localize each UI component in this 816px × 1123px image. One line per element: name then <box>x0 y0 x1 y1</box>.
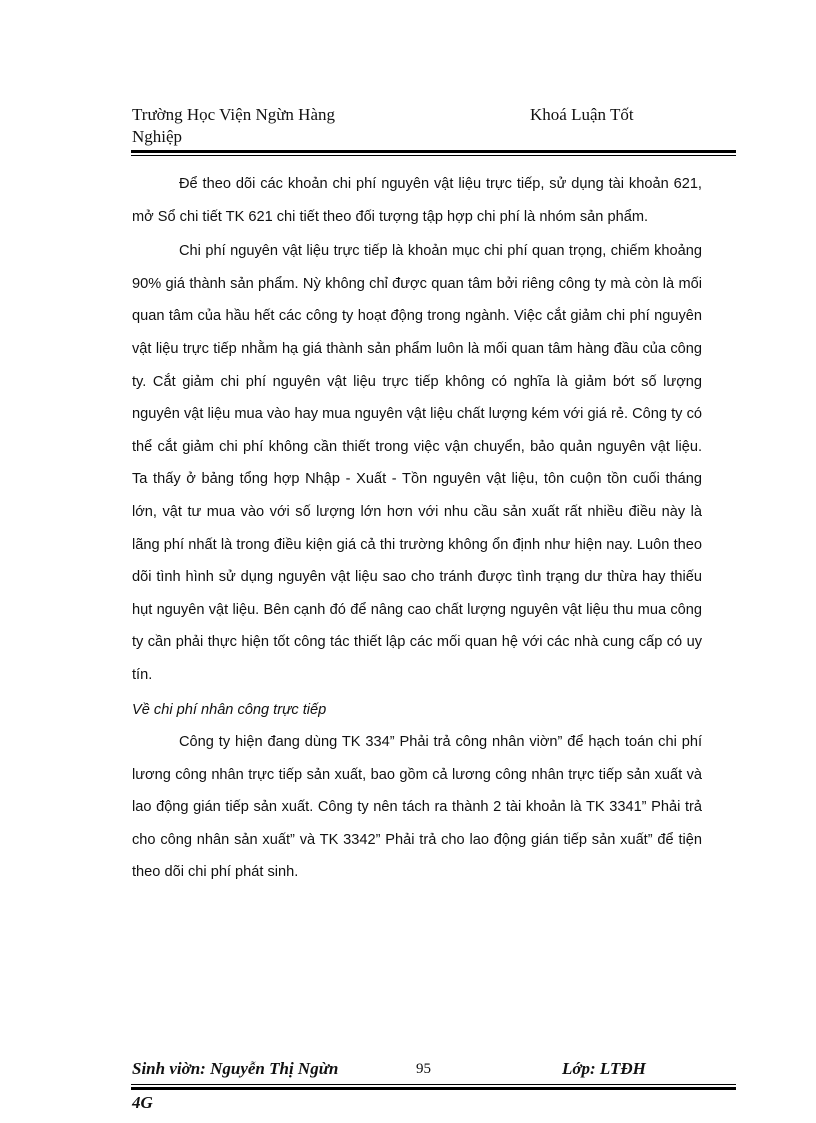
paragraph-2: Chi phí nguyên vật liệu trực tiếp là khoản mục chi phí quan trọng, chiếm khoảng 90% giá thành sản phẩm. Nỳ không chỉ được quan tâm bởi riêng công ty mà còn là mối quan tâm của hầu hết các công ty hoạt động trong ngành. Việc cắt giảm chi phí nguyên vật liệu trực tiếp nhằm hạ giá thành sản phẩm luôn là mối quan tâm hàng đầu của công ty. Cắt giảm chi phí nguyên vật liệu trực tiếp không có nghĩa là giảm bớt số lượng nguyên vật liệu mua vào hay mua nguyên vật liệu chất lượng kém với giá rẻ. Công ty có thể cắt giảm chi phí không cần thiết trong việc vận chuyển, bảo quản nguyên vật liệu. Ta thấy ở bảng tổng hợp Nhập - Xuất - Tồn nguyên vật liệu, tôn cuộn tồn cuối tháng lớn, vật tư mua vào với số lượng lớn hơn với nhu cầu sản xuất rất nhiều điều này là lãng phí nhất là trong điều kiện giá cả thi trường không ổn định như hiện nay. Luôn theo dõi tình hình sử dụng nguyên vật liệu sao cho tránh được tình trạng dư thừa hay thiếu hụt nguyên vật liệu. Bên cạnh đó để nâng cao chất lượng nguyên vật liệu thu mua công ty cần phải thực hiện tốt công tác thiết lập các mối quan hệ với các nhà cung cấp có uy tín. <box>132 243 702 683</box>
main-text <box>132 168 702 891</box>
header-school-line2: Nghiệp <box>132 127 183 146</box>
header-thesis-title: Khoá Luận Tốt <box>530 105 634 124</box>
paragraph-3: Công ty hiện đang dùng TK 334” Phải trả công nhân viờn” để hạch toán chi phí lương công nhân trực tiếp sản xuất, bao gồm cả lương công nhân trực tiếp sản xuất và lao động gián tiếp sản xuất. Công ty nên tách ra thành 2 tài khoản là TK 3341” Phải trả cho công nhân sản xuất” và TK 3342” Phải trả cho lao động gián tiếp sản xuất” để tiện theo dõi chi phí phát sinh. <box>132 734 702 881</box>
header-rule-thick <box>131 150 736 153</box>
footer-page-number: 95 <box>416 1061 431 1077</box>
footer-rule-thick <box>131 1087 736 1090</box>
header-school-name <box>132 104 392 148</box>
footer-student-name: Sinh viờn: Nguyễn Thị Ngừn <box>132 1059 339 1078</box>
section-subheading: Về chi phí nhân công trực tiếp <box>132 701 327 718</box>
footer-class: Lớp: LTĐH <box>562 1059 646 1078</box>
header-school-line1: Trường Học Viện Ngừn Hàng <box>132 105 336 124</box>
paragraph-1: Để theo dõi các khoản chi phí nguyên vật liệu trực tiếp, sử dụng tài khoản 621, mở Sổ chi tiết TK 621 chi tiết theo đối tượng tập hợp chi phí là nhóm sản phẩm. <box>132 176 702 225</box>
footer-rule-thin <box>131 1084 736 1085</box>
header-rule-thin <box>131 155 736 156</box>
footer-student-name-cont: 4G <box>132 1093 153 1112</box>
